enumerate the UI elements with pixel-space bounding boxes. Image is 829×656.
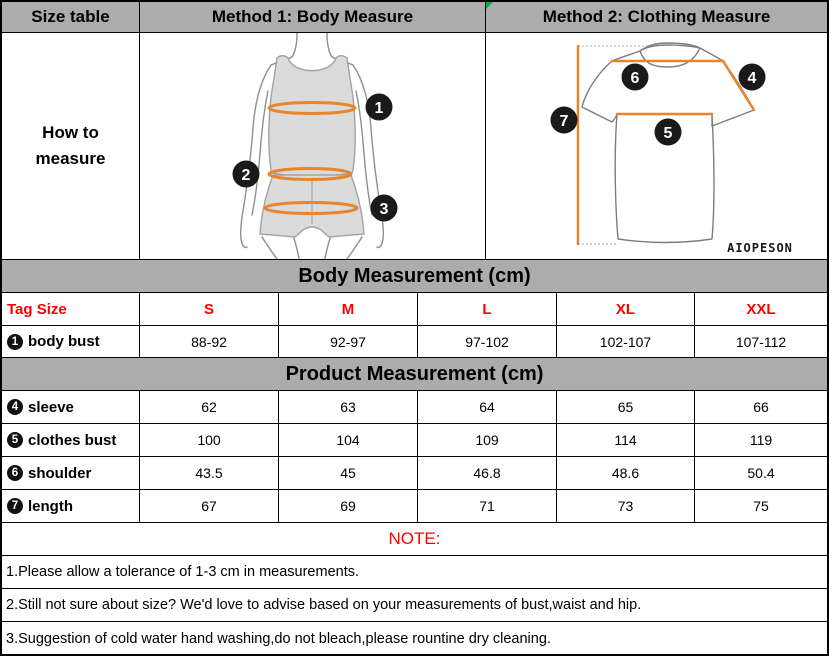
body-bust-s: 88-92 bbox=[140, 326, 279, 357]
length-l: 71 bbox=[418, 490, 557, 522]
bust-marker bbox=[366, 94, 393, 121]
svg-text:2: 2 bbox=[241, 167, 251, 184]
body-bust-m: 92-97 bbox=[279, 326, 418, 357]
header-size-table: Size table bbox=[2, 2, 140, 32]
note-item-1: 1.Please allow a tolerance of 1-3 cm in measurements. bbox=[2, 556, 827, 589]
clothing-measure-illustration bbox=[486, 33, 827, 259]
sleeve-row bbox=[2, 391, 827, 424]
length-label: 7 length bbox=[2, 490, 140, 522]
shoulder-row bbox=[2, 457, 827, 490]
length-m: 69 bbox=[279, 490, 418, 522]
circled-1-icon: 1 bbox=[7, 334, 23, 350]
tag-size-row bbox=[2, 293, 827, 326]
svg-text:1: 1 bbox=[374, 100, 384, 117]
tank-top-shape bbox=[269, 56, 356, 177]
clothes-bust-row bbox=[2, 424, 827, 457]
shoulder-s: 43.5 bbox=[140, 457, 279, 489]
shoulder-marker bbox=[622, 64, 649, 91]
body-measurement-banner: Body Measurement (cm) bbox=[2, 260, 827, 293]
size-s: S bbox=[140, 293, 279, 325]
how-to-measure-label: How to measure bbox=[35, 122, 106, 168]
body-figure-diagram bbox=[140, 33, 485, 259]
svg-text:3: 3 bbox=[379, 201, 389, 218]
body-bust-xl: 102-107 bbox=[557, 326, 695, 357]
green-corner-marker bbox=[486, 2, 493, 9]
shoulder-l: 46.8 bbox=[418, 457, 557, 489]
size-xxl: XXL bbox=[746, 300, 776, 318]
length-marker bbox=[551, 107, 578, 134]
circled-5-icon: 5 bbox=[7, 432, 23, 448]
clothes-bust-m: 104 bbox=[279, 424, 418, 456]
svg-text:6: 6 bbox=[630, 70, 640, 87]
illustration-row bbox=[2, 33, 827, 260]
body-bust-xxl: 107-112 bbox=[735, 333, 787, 350]
note-item-3: 3.Suggestion of cold water hand washing,do not bleach,please rountine dry cleaning. bbox=[6, 630, 551, 647]
sleeve-marker bbox=[739, 64, 766, 91]
length-xl: 73 bbox=[557, 490, 695, 522]
circled-4-icon: 4 bbox=[7, 399, 23, 415]
clothes-bust-s: 100 bbox=[140, 424, 279, 456]
body-bust-row bbox=[2, 326, 827, 358]
size-xl: XL bbox=[557, 293, 695, 325]
body-bust-l: 97-102 bbox=[418, 326, 557, 357]
header-method-2 bbox=[486, 2, 827, 32]
svg-text:4: 4 bbox=[747, 70, 757, 87]
chest-marker bbox=[655, 119, 682, 146]
note-title: NOTE: bbox=[2, 523, 827, 556]
clothes-bust-label: 5 clothes bust bbox=[2, 424, 140, 456]
length-xxl: 75 bbox=[753, 498, 769, 514]
svg-text:7: 7 bbox=[559, 113, 569, 130]
waist-marker bbox=[233, 161, 260, 188]
shoulder-m: 45 bbox=[279, 457, 418, 489]
length-s: 67 bbox=[140, 490, 279, 522]
circled-6-icon: 6 bbox=[7, 465, 23, 481]
header-method-2-label: Method 2: Clothing Measure bbox=[542, 7, 771, 26]
clothes-bust-xxl: 119 bbox=[749, 432, 773, 448]
body-measure-illustration bbox=[140, 33, 486, 259]
circled-7-icon: 7 bbox=[7, 498, 23, 514]
note-item-2: 2.Still not sure about size? We'd love to advise based on your measurements of bust,waist and hip. bbox=[2, 589, 827, 622]
hip-marker bbox=[371, 195, 398, 222]
brand-label: AIOPESON bbox=[727, 241, 793, 255]
sleeve-s: 62 bbox=[140, 391, 279, 423]
tshirt-diagram bbox=[486, 33, 827, 259]
how-to-measure-cell bbox=[2, 33, 140, 259]
shoulder-xxl: 50.4 bbox=[747, 465, 775, 481]
shoulder-xl: 48.6 bbox=[557, 457, 695, 489]
size-m: M bbox=[279, 293, 418, 325]
product-measurement-banner: Product Measurement (cm) bbox=[2, 358, 827, 391]
sleeve-xxl: 66 bbox=[753, 399, 769, 415]
svg-text:5: 5 bbox=[663, 125, 673, 142]
size-l: L bbox=[418, 293, 557, 325]
sleeve-label: 4 sleeve bbox=[2, 391, 140, 423]
table-header-row bbox=[2, 2, 827, 33]
tag-size-label: Tag Size bbox=[2, 293, 140, 325]
header-method-1: Method 1: Body Measure bbox=[140, 2, 486, 32]
clothes-bust-l: 109 bbox=[418, 424, 557, 456]
shoulder-label: 6 shoulder bbox=[2, 457, 140, 489]
length-row bbox=[2, 490, 827, 523]
clothes-bust-xl: 114 bbox=[557, 424, 695, 456]
body-bust-label: 1 body bust bbox=[2, 326, 140, 357]
sleeve-xl: 65 bbox=[557, 391, 695, 423]
sleeve-m: 63 bbox=[279, 391, 418, 423]
sleeve-l: 64 bbox=[418, 391, 557, 423]
